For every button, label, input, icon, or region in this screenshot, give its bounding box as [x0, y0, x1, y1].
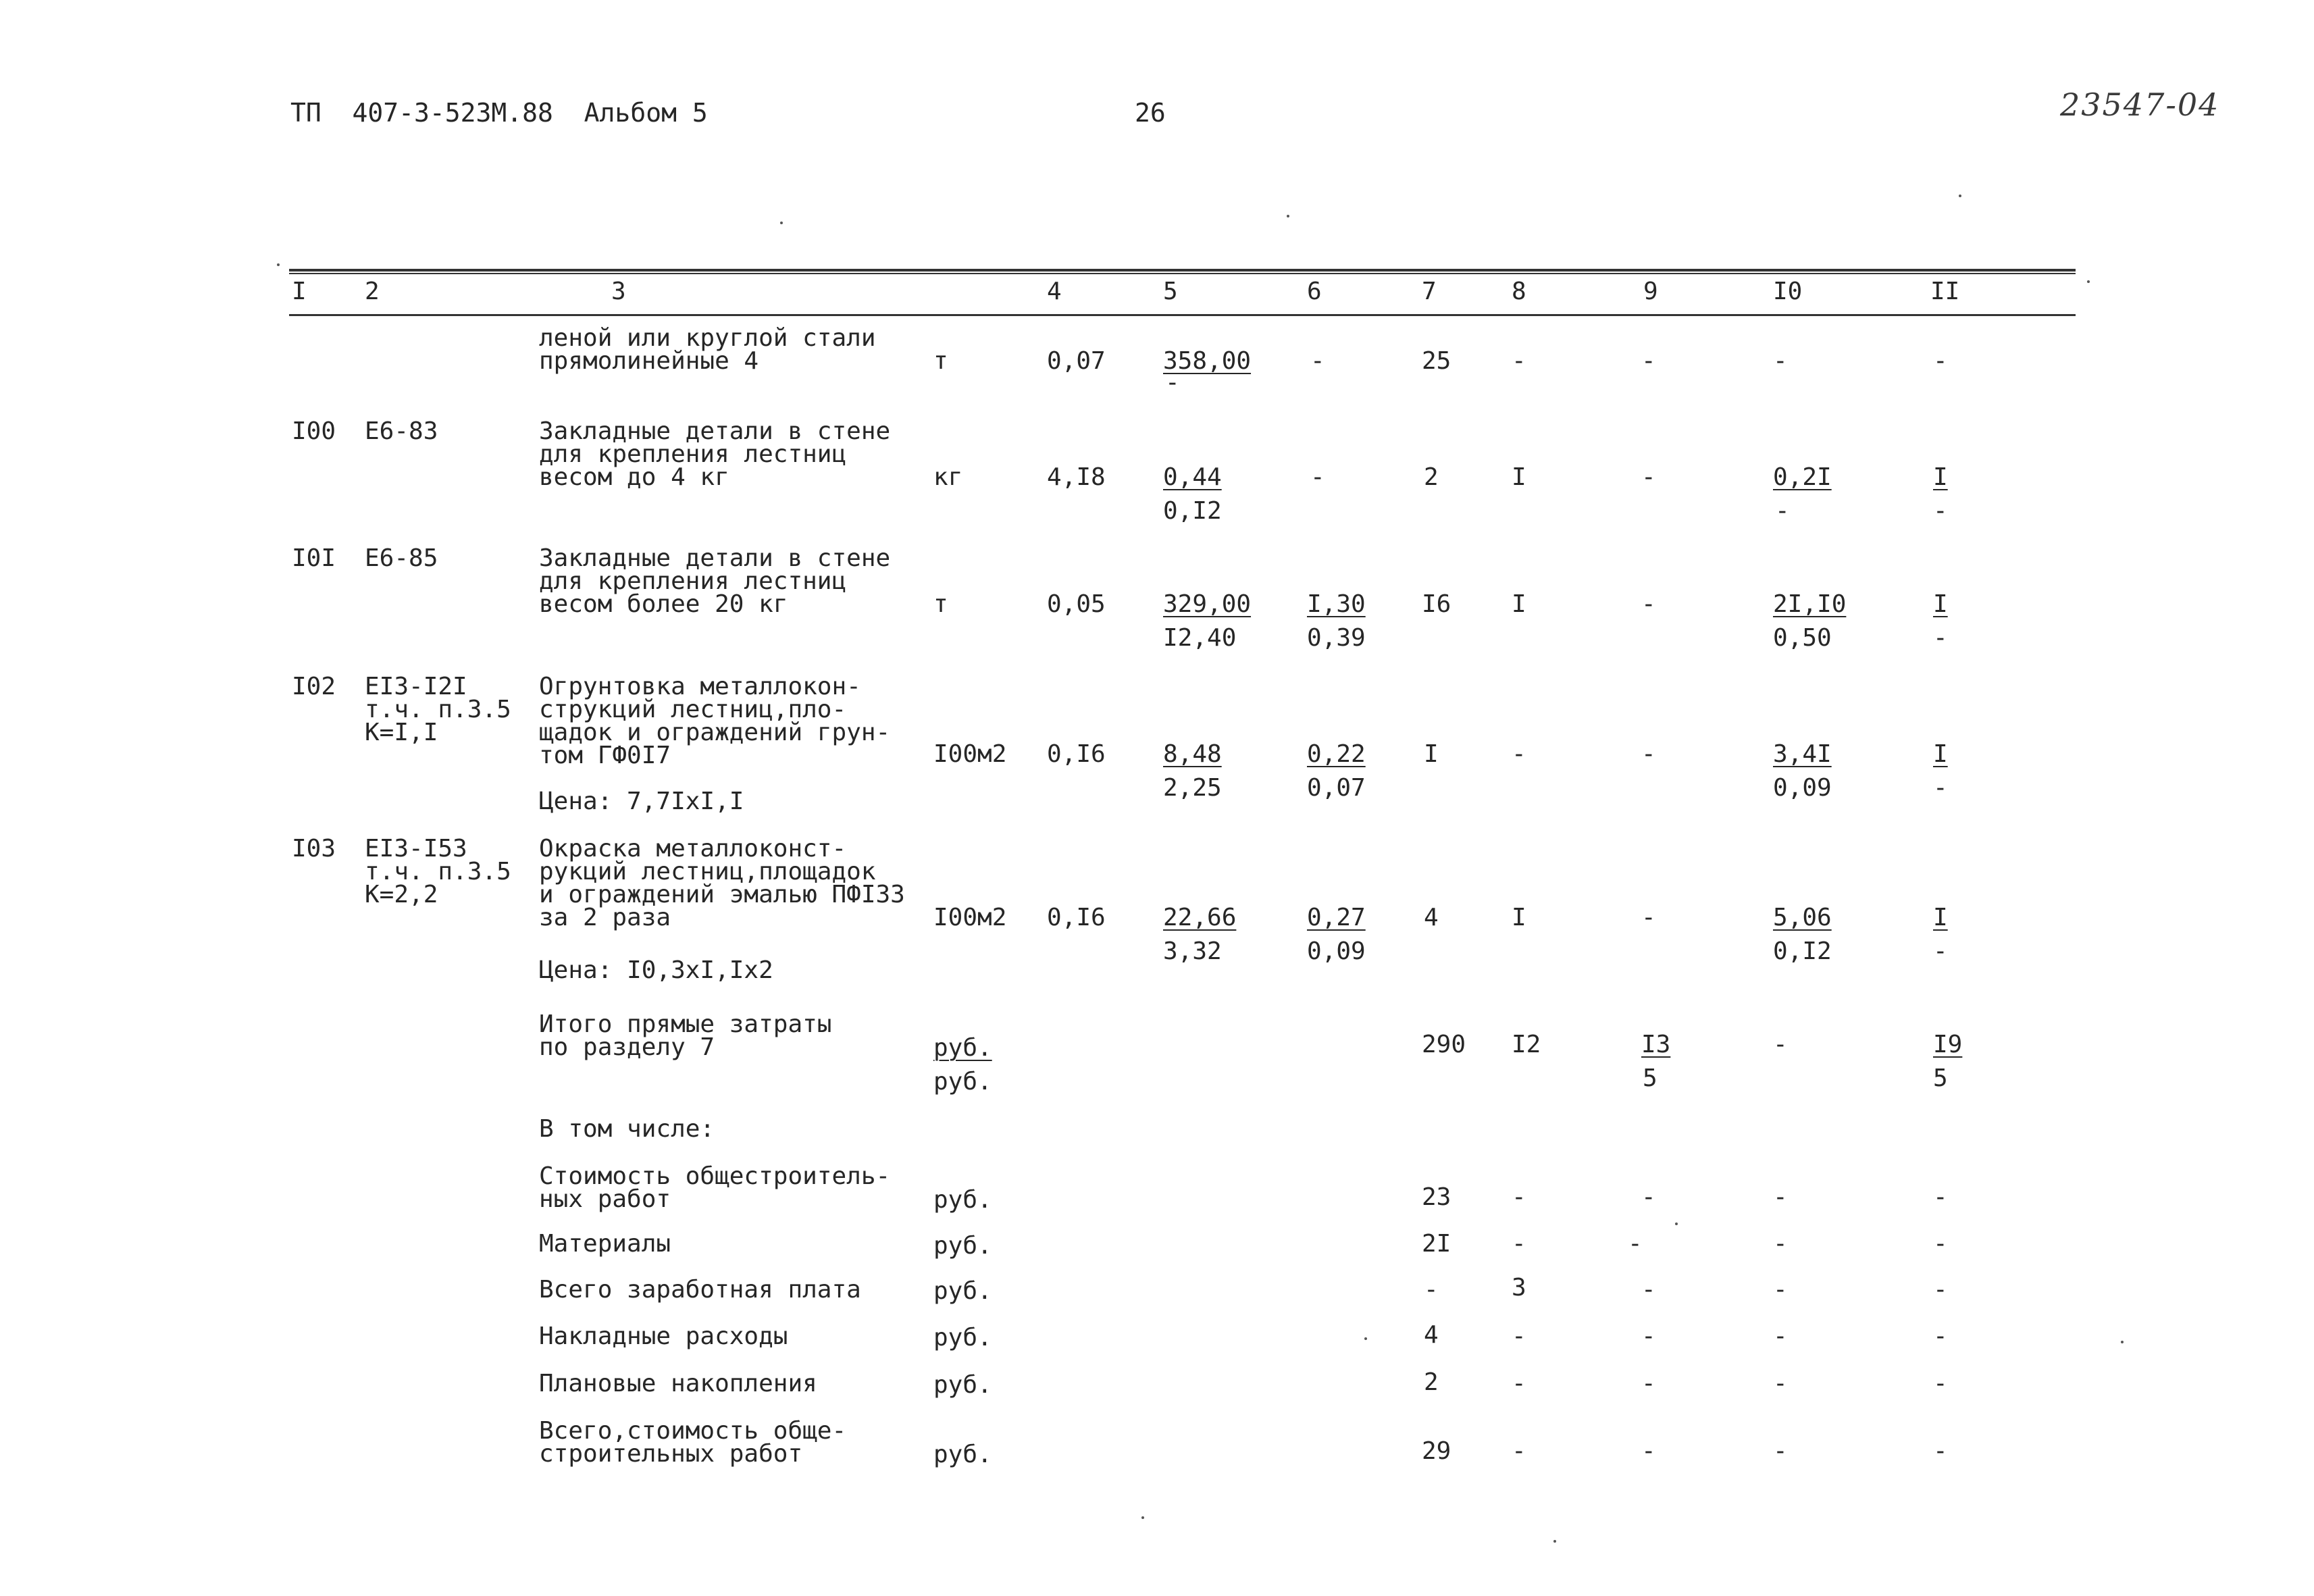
breakdown-col-8: - [1512, 1322, 1526, 1350]
breakdown-col-10: - [1773, 1437, 1788, 1465]
col-8-value: - [1512, 740, 1526, 768]
scan-speck [1675, 1222, 1678, 1225]
total-cost: 25 [1422, 347, 1451, 375]
rate-code: ЕI3-I2I т.ч. п.3.5 К=I,I [365, 673, 511, 746]
scan-speck [780, 222, 783, 224]
breakdown-label: Всего заработная плата [539, 1276, 861, 1304]
breakdown-col-9: - [1641, 1276, 1656, 1304]
price-formula: Цена: I0,3xI,Ix2 [539, 956, 773, 984]
breakdown-col-7: 2I [1422, 1230, 1451, 1258]
archive-stamp: 23547-04 [2060, 86, 2220, 123]
breakdown-col-11: - [1933, 1183, 1948, 1211]
breakdown-label: Материалы [539, 1230, 671, 1258]
breakdown-unit: руб. [933, 1232, 992, 1260]
machine-cost: 0,27 [1307, 904, 1366, 931]
breakdown-col-10: - [1773, 1230, 1788, 1258]
column-header: 6 [1307, 278, 1322, 305]
including-label: В том числе: [539, 1115, 715, 1143]
total-cost: I [1424, 740, 1439, 768]
machine-cost: I,30 [1307, 590, 1366, 618]
work-description: Закладные детали в стене для крепления лестниц весом до 4 кг [539, 417, 891, 491]
total-col-10: - [1773, 1031, 1788, 1058]
total-col-11: I9 [1933, 1031, 1963, 1058]
column-header: 3 [611, 278, 626, 305]
unit: I00м2 [933, 904, 1007, 931]
total-label: Итого прямые затраты по разделу 7 [539, 1010, 832, 1061]
breakdown-label: Плановые накопления [539, 1370, 817, 1397]
total-unit: руб. [933, 1034, 992, 1062]
quantity: 0,07 [1047, 347, 1106, 375]
price-formula: Цена: 7,7IxI,I [539, 788, 744, 815]
breakdown-unit: руб. [933, 1441, 992, 1468]
total-unit-wage: руб. [933, 1068, 992, 1096]
unit-cost-wage: 3,32 [1163, 937, 1222, 965]
work-description: Окраска металлоконст- рукций лестниц,площадок и ограждений эмалью ПФI33 за 2 раза [539, 835, 905, 931]
col-9-value: - [1641, 740, 1656, 768]
col-10-value: - [1773, 347, 1788, 375]
breakdown-col-10: - [1773, 1370, 1788, 1397]
unit-cost-wage: I2,40 [1163, 624, 1237, 652]
breakdown-col-11: - [1933, 1230, 1948, 1258]
quantity: 0,I6 [1047, 740, 1106, 768]
breakdown-col-11: - [1933, 1437, 1948, 1465]
col-10-wage: 0,I2 [1773, 937, 1832, 965]
row-number: I00 [292, 417, 336, 445]
col-11-wage: - [1933, 497, 1948, 525]
breakdown-unit: руб. [933, 1186, 992, 1214]
col-8-value: I [1512, 590, 1526, 618]
total-cost: 2 [1424, 463, 1439, 491]
column-header: II [1930, 278, 1960, 305]
breakdown-col-9: - [1641, 1370, 1656, 1397]
table-header-rule [289, 314, 2076, 316]
breakdown-col-10: - [1773, 1276, 1788, 1304]
breakdown-col-10: - [1773, 1322, 1788, 1350]
scan-speck [2121, 1341, 2124, 1343]
breakdown-label: Накладные расходы [539, 1322, 788, 1350]
col-11-wage: - [1933, 624, 1948, 652]
col-9-value: - [1641, 463, 1656, 491]
breakdown-col-11: - [1933, 1370, 1948, 1397]
scan-speck [277, 263, 280, 266]
unit-cost: 22,66 [1163, 904, 1237, 931]
col-8-value: I [1512, 904, 1526, 931]
col-9-value: - [1641, 347, 1656, 375]
col-11-value: - [1933, 347, 1948, 375]
breakdown-col-7: 4 [1424, 1321, 1439, 1349]
total-col-9-wage: 5 [1643, 1064, 1657, 1092]
breakdown-col-7: 23 [1422, 1183, 1451, 1211]
col-10-value: 0,2I [1773, 463, 1832, 491]
quantity: 0,I6 [1047, 904, 1106, 931]
breakdown-col-8: 3 [1512, 1274, 1526, 1302]
breakdown-col-9: - [1641, 1183, 1656, 1211]
breakdown-col-7: 2 [1424, 1368, 1439, 1396]
breakdown-col-11: - [1933, 1276, 1948, 1304]
machine-cost: - [1310, 347, 1325, 375]
col-8-value: - [1512, 347, 1526, 375]
unit-cost: 358,00 [1163, 347, 1252, 375]
col-9-value: - [1641, 590, 1656, 618]
column-header: 8 [1512, 278, 1526, 305]
rate-code: Е6-83 [365, 417, 438, 445]
breakdown-unit: руб. [933, 1371, 992, 1399]
col-11-value: I [1933, 463, 1948, 491]
work-description: леной или круглой стали прямолинейные 4 [539, 324, 876, 375]
machine-cost: 0,22 [1307, 740, 1366, 768]
page-number: 26 [1135, 98, 1166, 128]
work-description: Огрунтовка металлокон- струкций лестниц,пло- щадок и ограждений грун- том ГФ0I7 [539, 673, 891, 769]
total-col-8: I2 [1512, 1031, 1541, 1058]
breakdown-col-9: - [1641, 1322, 1656, 1350]
breakdown-col-9: - [1628, 1230, 1643, 1258]
unit-cost-wage: - [1165, 369, 1180, 396]
unit: т [933, 590, 948, 618]
quantity: 4,I8 [1047, 463, 1106, 491]
row-number: I0I [292, 544, 336, 572]
col-11-value: I [1933, 904, 1948, 931]
unit-cost-wage: 0,I2 [1163, 497, 1222, 525]
column-header: 9 [1643, 278, 1658, 305]
unit-cost-wage: 2,25 [1163, 774, 1222, 802]
document-reference: ТП 407-3-523М.88 Альбом 5 [290, 98, 708, 128]
col-10-value: 3,4I [1773, 740, 1832, 768]
row-number: I02 [292, 673, 336, 700]
col-8-value: I [1512, 463, 1526, 491]
col-10-wage: - [1775, 497, 1790, 525]
row-number: I03 [292, 835, 336, 863]
breakdown-col-10: - [1773, 1183, 1788, 1211]
col-11-value: I [1933, 590, 1948, 618]
breakdown-col-7: - [1424, 1276, 1439, 1304]
breakdown-col-8: - [1512, 1230, 1526, 1258]
rate-code: Е6-85 [365, 544, 438, 572]
unit: I00м2 [933, 740, 1007, 768]
unit: т [933, 347, 948, 375]
col-10-value: 5,06 [1773, 904, 1832, 931]
unit-cost: 8,48 [1163, 740, 1222, 768]
col-11-wage: - [1933, 774, 1948, 802]
unit-cost: 329,00 [1163, 590, 1252, 618]
total-cost: 4 [1424, 904, 1439, 931]
unit-cost: 0,44 [1163, 463, 1222, 491]
scan-speck [1287, 215, 1289, 217]
breakdown-col-9: - [1641, 1437, 1656, 1465]
work-description: Закладные детали в стене для крепления лестниц весом более 20 кг [539, 544, 891, 618]
machine-wage: 0,39 [1307, 624, 1366, 652]
breakdown-label: Стоимость общестроитель- ных работ [539, 1162, 891, 1213]
column-header: I [292, 278, 307, 305]
total-col-11-wage: 5 [1933, 1064, 1948, 1092]
col-10-wage: 0,50 [1773, 624, 1832, 652]
table-top-rule [289, 269, 2076, 272]
table-top-rule-inner [289, 273, 2076, 274]
breakdown-label: Всего,стоимость обще- строительных работ [539, 1417, 847, 1468]
machine-cost: - [1310, 463, 1325, 491]
total-cost: 290 [1422, 1031, 1466, 1058]
quantity: 0,05 [1047, 590, 1106, 618]
col-10-wage: 0,09 [1773, 774, 1832, 802]
scan-speck [2087, 280, 2090, 283]
machine-wage: 0,07 [1307, 774, 1366, 802]
rate-code: ЕI3-I53 т.ч. п.3.5 К=2,2 [365, 835, 511, 908]
scan-speck [1959, 195, 1961, 197]
breakdown-col-8: - [1512, 1183, 1526, 1211]
scan-speck [1141, 1516, 1144, 1519]
column-header: 2 [365, 278, 380, 305]
breakdown-col-7: 29 [1422, 1437, 1451, 1465]
col-10-value: 2I,I0 [1773, 590, 1847, 618]
col-11-value: I [1933, 740, 1948, 768]
breakdown-unit: руб. [933, 1324, 992, 1352]
total-col-9: I3 [1641, 1031, 1671, 1058]
breakdown-col-11: - [1933, 1322, 1948, 1350]
column-header: 4 [1047, 278, 1062, 305]
breakdown-col-8: - [1512, 1370, 1526, 1397]
column-header: 7 [1422, 278, 1437, 305]
unit: кг [933, 463, 963, 491]
breakdown-unit: руб. [933, 1277, 992, 1305]
breakdown-col-8: - [1512, 1437, 1526, 1465]
column-header: I0 [1773, 278, 1803, 305]
total-cost: I6 [1422, 590, 1451, 618]
column-header: 5 [1163, 278, 1178, 305]
col-9-value: - [1641, 904, 1656, 931]
col-11-wage: - [1933, 937, 1948, 965]
machine-wage: 0,09 [1307, 937, 1366, 965]
scan-speck [1364, 1337, 1367, 1340]
scan-speck [1553, 1540, 1556, 1543]
